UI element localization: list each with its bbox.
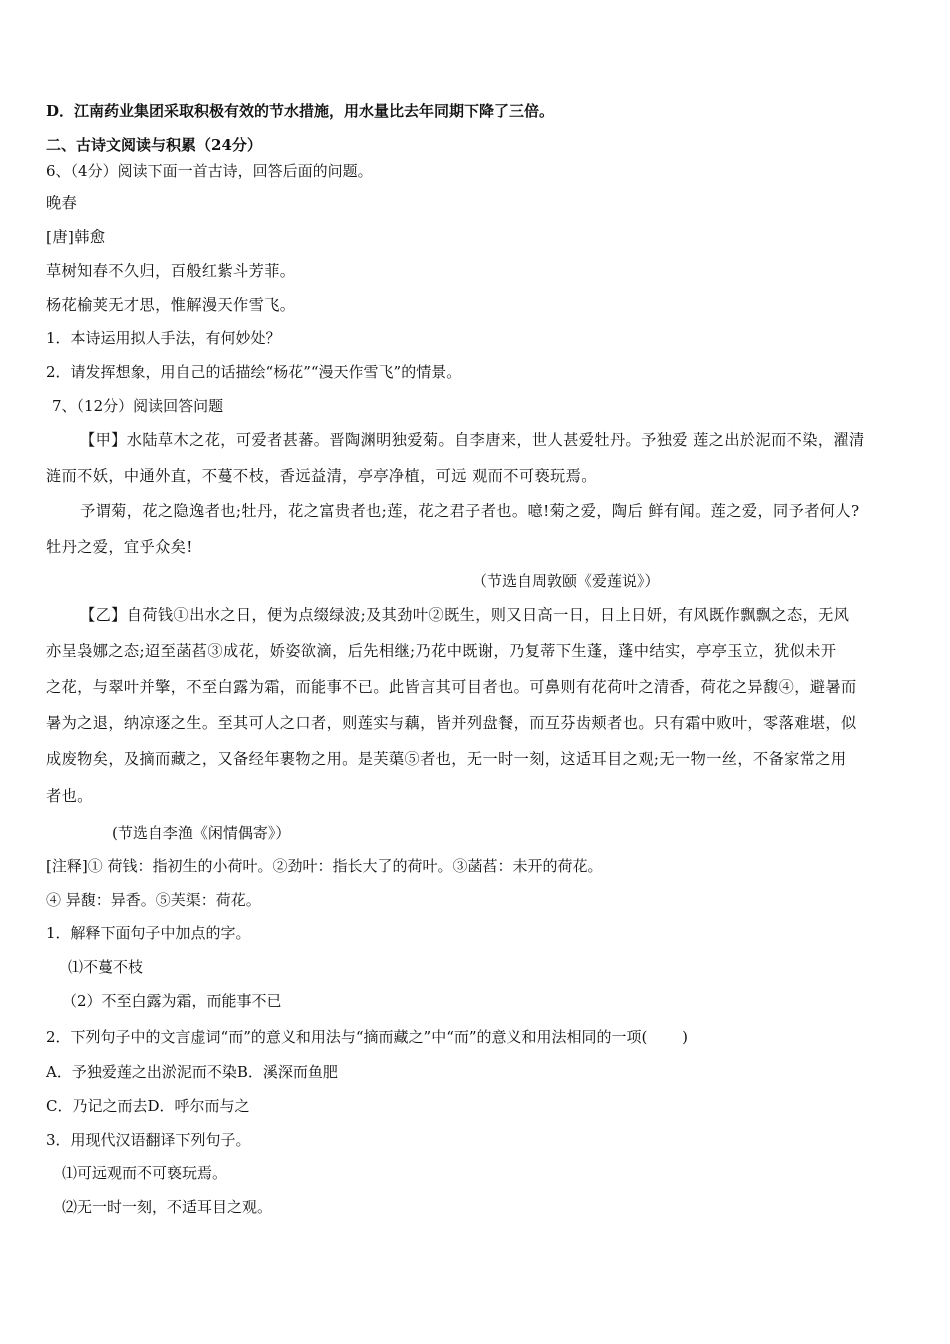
section-2-heading: 二、古诗文阅读与积累（24分） — [46, 136, 262, 154]
q7-sub1-item-2: （2）不至白露为霜，而能事不已 — [62, 992, 282, 1010]
passage-jia-line-3: 予谓菊，花之隐逸者也;牡丹，花之富贵者也;莲，花之君子者也。噫!菊之爱，陶后 鲜有闻。莲之爱，同予者何人? — [80, 502, 860, 520]
annotations-line-2: ④ 异馥：异香。⑤芙渠：荷花。 — [46, 891, 261, 909]
q7-sub1-item-1: ⑴不蔓不枝 — [68, 958, 144, 976]
q7-sub-question-2: 2．下列句子中的文言虚词“而”的意义和用法与“摘而藏之”中“而”的意义和用法相同的一项( ) — [46, 1028, 689, 1046]
poem-title: 晚春 — [46, 194, 78, 212]
passage-jia-line-1: 【甲】水陆草木之花，可爱者甚蕃。晋陶渊明独爱菊。自李唐来，世人甚爱牡丹。予独爱 莲之出於泥而不染，濯清 — [80, 431, 865, 449]
passage-jia-line-4: 牡丹之爱，宜乎众矣! — [46, 538, 193, 556]
q7-sub-question-3: 3．用现代汉语翻译下列句子。 — [46, 1131, 251, 1149]
passage-yi-source: (节选自李渔《闲情偶寄》） — [112, 824, 291, 842]
q7-sub-question-1: 1．解释下面句子中加点的字。 — [46, 924, 251, 942]
passage-yi-line-4: 暑为之退，纳凉逐之生。至其可人之口者，则莲实与藕，皆并列盘餐，而互芬齿颊者也。只有霜中败叶，零落难堪，似 — [46, 714, 857, 732]
passage-yi-line-6: 者也。 — [46, 787, 93, 805]
poem-line-2: 杨花榆荚无才思，惟解漫天作雪飞。 — [46, 296, 296, 314]
q7-sub3-item-1: ⑴可远观而不可亵玩焉。 — [62, 1164, 228, 1182]
passage-yi-line-5: 成废物矣，及摘而藏之，又备经年裹物之用。是芙蕖⑤者也，无一时一刻，这适耳目之观;无一物一丝，不备家常之用 — [46, 750, 847, 768]
passage-jia-source: （节选自周敦颐《爱莲说》） — [472, 572, 660, 590]
q6-stem: 6、（4分）阅读下面一首古诗，回答后面的问题。 — [46, 162, 373, 180]
passage-jia-line-2: 涟而不妖，中通外直，不蔓不枝，香远益清，亭亭净植，可远 观而不可亵玩焉。 — [46, 467, 597, 485]
poem-line-1: 草树知春不久归，百般红紫斗芳菲。 — [46, 262, 296, 280]
passage-yi-line-2: 亦呈袅娜之态;迢至菡萏③成花，娇姿欲滴，后先相继;乃花中既谢，乃复蒂下生蓬，蓬中结实，亭亭玉立，犹似未开 — [46, 642, 837, 660]
q6-sub-question-2: 2．请发挥想象，用自己的话描绘“杨花”“漫天作雪飞”的情景。 — [46, 363, 462, 381]
q7-sub2-options-cd: C．乃记之而去D．呼尔而与之 — [46, 1097, 250, 1115]
q7-sub2-options-ab: A．予独爱莲之出淤泥而不染B．溪深而鱼肥 — [46, 1063, 338, 1081]
q7-stem: 7、（12分）阅读回答问题 — [52, 397, 224, 415]
q6-sub-question-1: 1．本诗运用拟人手法，有何妙处？ — [46, 329, 281, 347]
passage-yi-line-3: 之花，与翠叶并擎，不至白露为霜，而能事不已。此皆言其可目者也。可鼻则有花荷叶之清香，荷花之异馥④，避暑而 — [46, 678, 857, 696]
passage-yi-line-1: 【乙】自荷钱①出水之日，便为点缀绿波;及其劲叶②既生，则又日高一日，日上日妍，有风既作飘飘之态，无风 — [80, 606, 850, 624]
q5-option-d: D．江南药业集团采取积极有效的节水措施，用水量比去年同期下降了三倍。 — [46, 102, 555, 120]
poem-author: [唐]韩愈 — [46, 228, 106, 246]
annotations-line-1: [注释]① 荷钱：指初生的小荷叶。②劲叶：指长大了的荷叶。③菡萏：未开的荷花。 — [46, 857, 603, 875]
q7-sub3-item-2: ⑵无一时一刻，不适耳目之观。 — [62, 1198, 273, 1216]
